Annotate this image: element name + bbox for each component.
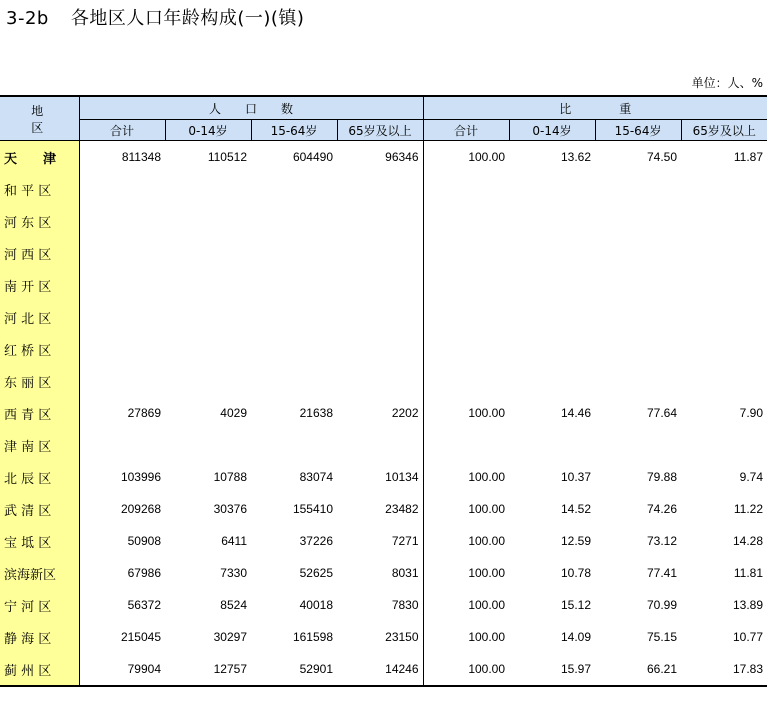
value-cell: 100.00 [468,534,506,548]
value-cell [423,237,509,269]
value-cell [165,269,251,301]
region-name-cell: 滨海新区 [0,557,79,589]
table-row [0,141,767,174]
value-cell [337,365,423,397]
region-name-cell: 武 清 区 [0,493,79,525]
column-header: 15-64岁 [595,120,681,141]
value-cell: 209268 [120,502,161,516]
value-cell: 10.37 [560,470,592,484]
table-row [0,429,767,461]
value-cell [165,333,251,365]
region-name-cell: 河 西 区 [0,237,79,269]
region-name-cell: 天 津 [0,141,79,174]
value-cell: 110512 [207,150,247,164]
table-row [0,237,767,269]
value-cell [509,205,595,237]
value-cell: 66.21 [595,653,681,686]
value-cell: 14.46 [560,406,592,420]
value-cell: 7271 [337,525,423,557]
value-cell: 100.00 [468,566,506,580]
value-cell: 100.00 [468,470,506,484]
value-cell [681,205,767,237]
table-row [0,557,767,589]
value-cell: 67986 [127,566,161,580]
value-cell [337,173,423,205]
value-cell: 155410 [292,502,333,516]
value-cell: 30376 [213,502,247,516]
value-cell [79,365,165,397]
value-cell [509,333,595,365]
value-cell [423,205,509,237]
value-cell [251,205,337,237]
value-cell: 10.77 [733,630,764,644]
value-cell [509,301,595,333]
value-cell [595,333,681,365]
value-cell: 79904 [79,653,165,686]
value-cell [423,173,509,205]
value-cell: 6411 [221,534,247,548]
value-cell [251,301,337,333]
value-cell [337,205,423,237]
value-cell: 74.26 [646,502,678,516]
value-cell: 14.28 [733,534,764,548]
page-title [6,4,304,30]
value-cell: 10788 [213,470,247,484]
value-cell [337,237,423,269]
region-column-header: 地 区 [0,96,79,141]
value-cell [337,301,423,333]
region-name-cell: 北 辰 区 [0,461,79,493]
value-cell: 100.00 [468,630,506,644]
table-row [0,461,767,493]
value-cell: 100.00 [468,150,506,164]
value-cell: 100.00 [468,598,506,612]
value-cell [251,429,337,461]
value-cell [681,301,767,333]
value-cell: 14.52 [560,502,592,516]
region-name-cell: 河 东 区 [0,205,79,237]
table-row [0,493,767,525]
table-row [0,397,767,429]
value-cell: 79.88 [646,470,678,484]
table-row [0,333,767,365]
value-cell: 15.97 [509,653,595,686]
value-cell: 11.81 [733,566,764,580]
value-cell [79,333,165,365]
population-age-table [0,95,767,687]
value-cell: 75.15 [646,630,678,644]
value-cell [251,365,337,397]
value-cell [251,173,337,205]
value-cell: 11.22 [733,502,764,516]
value-cell: 100.00 [468,502,506,516]
value-cell [337,269,423,301]
region-name-cell: 和 平 区 [0,173,79,205]
value-cell: 30297 [213,630,247,644]
value-cell: 73.12 [646,534,678,548]
value-cell: 83074 [299,470,333,484]
column-header: 65岁及以上 [681,120,767,141]
value-cell [509,269,595,301]
value-cell [79,237,165,269]
value-cell: 12.59 [560,534,592,548]
value-cell: 40018 [299,598,333,612]
column-header: 15-64岁 [251,120,337,141]
ratio-group-header: 比 重 [423,96,767,120]
value-cell: 8524 [220,598,247,612]
column-header: 0-14岁 [165,120,251,141]
region-name-cell: 西 青 区 [0,397,79,429]
value-cell [423,333,509,365]
value-cell: 77.41 [646,566,678,580]
region-name-cell: 静 海 区 [0,621,79,653]
value-cell [595,301,681,333]
value-cell: 15.12 [560,598,592,612]
value-cell: 14246 [337,653,423,686]
value-cell [509,429,595,461]
value-cell: 10.78 [560,566,592,580]
table-row [0,589,767,621]
value-cell: 7830 [337,589,423,621]
value-cell: 13.89 [733,598,764,612]
value-cell [79,205,165,237]
value-cell: 50908 [127,534,161,548]
value-cell: 56372 [127,598,161,612]
value-cell: 74.50 [646,150,678,164]
column-header: 0-14岁 [509,120,595,141]
value-cell [79,301,165,333]
value-cell: 52625 [299,566,333,580]
value-cell: 9.74 [739,470,764,484]
value-cell: 21638 [299,406,333,420]
value-cell [595,173,681,205]
value-cell: 8031 [337,557,423,589]
value-cell [79,429,165,461]
value-cell [165,365,251,397]
value-cell [79,269,165,301]
region-name-cell: 宁 河 区 [0,589,79,621]
unit-label: 单位：人、% [691,76,763,90]
value-cell: 11.87 [733,150,764,164]
value-cell: 103996 [120,470,161,484]
value-cell: 96346 [337,141,423,174]
value-cell [681,333,767,365]
table-row [0,301,767,333]
value-cell: 811348 [121,150,161,164]
table-row [0,653,767,686]
table-title: 各地区人口年龄构成(一)(镇) [70,8,305,29]
table-row [0,205,767,237]
value-cell: 7330 [220,566,247,580]
value-cell [681,365,767,397]
value-cell: 604490 [292,150,333,164]
table-row [0,621,767,653]
table-row [0,365,767,397]
table-body [0,141,767,687]
value-cell: 52901 [251,653,337,686]
region-name-cell: 宝 坻 区 [0,525,79,557]
value-cell [165,429,251,461]
table-header [0,96,767,141]
value-cell [251,237,337,269]
value-cell: 27869 [127,406,161,420]
population-group-header: 人 口 数 [79,96,423,120]
value-cell: 215045 [120,630,161,644]
table-row [0,269,767,301]
region-name-cell: 津 南 区 [0,429,79,461]
value-cell: 7.90 [739,406,764,420]
value-cell: 13.62 [560,150,592,164]
value-cell: 14.09 [560,630,592,644]
value-cell: 17.83 [681,653,767,686]
region-name-cell: 东 丽 区 [0,365,79,397]
region-name-cell: 南 开 区 [0,269,79,301]
value-cell [165,301,251,333]
value-cell: 100.00 [423,653,509,686]
value-cell [595,365,681,397]
value-cell [509,365,595,397]
value-cell: 23150 [337,621,423,653]
region-name-cell: 蓟 州 区 [0,653,79,686]
value-cell: 12757 [165,653,251,686]
value-cell [509,237,595,269]
value-cell [79,173,165,205]
value-cell [595,205,681,237]
value-cell [595,237,681,269]
value-cell: 70.99 [646,598,678,612]
value-cell [337,333,423,365]
value-cell [681,269,767,301]
value-cell: 4029 [220,406,247,420]
column-header: 65岁及以上 [337,120,423,141]
value-cell [165,173,251,205]
value-cell [681,173,767,205]
value-cell: 37226 [299,534,333,548]
value-cell [423,365,509,397]
region-name-cell: 河 北 区 [0,301,79,333]
table-row [0,173,767,205]
value-cell: 23482 [337,493,423,525]
value-cell [423,301,509,333]
column-header: 合计 [423,120,509,141]
column-header: 合计 [79,120,165,141]
value-cell: 10134 [337,461,423,493]
value-cell: 161598 [292,630,333,644]
value-cell [165,237,251,269]
value-cell [423,269,509,301]
value-cell [337,429,423,461]
value-cell [595,269,681,301]
table-row [0,525,767,557]
value-cell [423,429,509,461]
value-cell: 100.00 [468,406,506,420]
table-code: 3-2b [6,8,49,29]
value-cell [595,429,681,461]
region-name-cell: 红 桥 区 [0,333,79,365]
value-cell [681,237,767,269]
value-cell [165,205,251,237]
value-cell [251,269,337,301]
value-cell [509,173,595,205]
value-cell: 2202 [337,397,423,429]
value-cell: 77.64 [646,406,678,420]
value-cell [251,333,337,365]
value-cell [681,429,767,461]
